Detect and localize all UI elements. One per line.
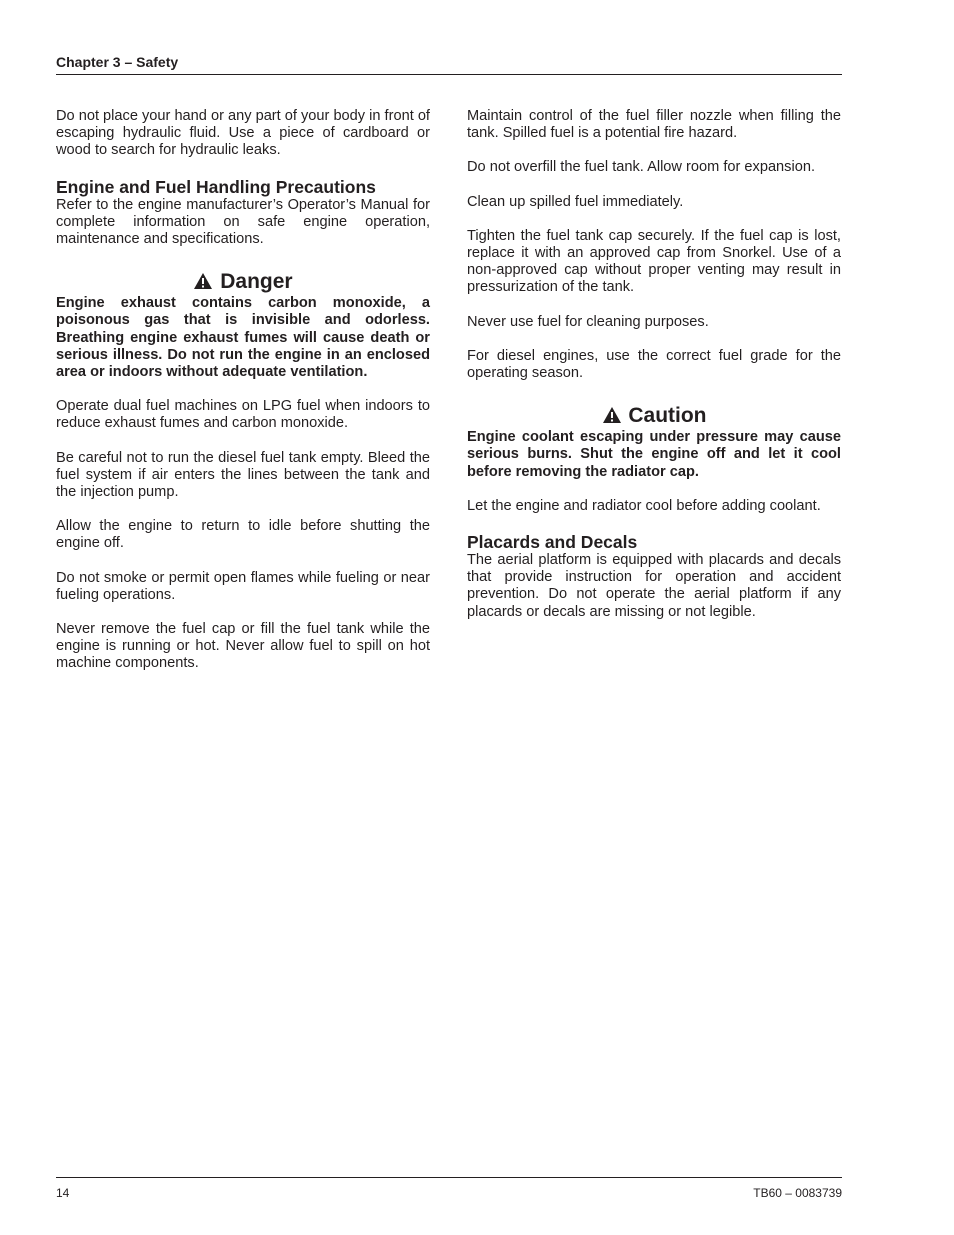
document-number: TB60 – 0083739 [753, 1186, 842, 1200]
caution-text: Engine coolant escaping under pressure may cause serious burns. Shut the engine off and let it cool before removing the radiator cap. [467, 429, 841, 480]
caution-title [467, 404, 841, 428]
hydraulic-paragraph: Do not place your hand or any part of your body in front of escaping hydraulic fluid. Use a piece of cardboard or wood to search for hydraulic leaks. [56, 108, 430, 159]
warning-triangle-icon [602, 404, 629, 427]
caution-title-text: Caution [628, 404, 707, 428]
left-column [56, 108, 430, 690]
engine-fuel-heading: Engine and Fuel Handling Precautions [56, 176, 376, 197]
cleaning-paragraph: Never use fuel for cleaning purposes. [467, 313, 709, 330]
danger-title-text: Danger [220, 270, 293, 294]
danger-title [56, 270, 430, 294]
warning-triangle-icon [193, 270, 220, 293]
cleanup-paragraph: Clean up spilled fuel immediately. [467, 193, 684, 210]
footer-rule [56, 1177, 842, 1178]
placards-heading: Placards and Decals [467, 532, 638, 553]
fuel-cap-paragraph: Never remove the fuel cap or fill the fuel tank while the engine is running or hot. Never allow fuel to spill on hot machine components. [56, 621, 430, 672]
placards-paragraph: The aerial platform is equipped with placards and decals that provide instruction for operation and accident prevention. Do not operate the aerial platform if any placards or decals are missing or not legible. [467, 552, 841, 620]
idle-paragraph: Allow the engine to return to idle before shutting the engine off. [56, 518, 430, 552]
chapter-header: Chapter 3 – Safety [56, 54, 842, 75]
nozzle-paragraph: Maintain control of the fuel filler nozzle when filling the tank. Spilled fuel is a potential fire hazard. [467, 108, 841, 142]
no-smoking-paragraph: Do not smoke or permit open flames while fueling or near fueling operations. [56, 569, 430, 603]
danger-text: Engine exhaust contains carbon monoxide, a poisonous gas that is invisible and odorless. Breathing engine exhaust fumes will cause death or serious illness. Do not run the engine in an enclosed area or indoors without adequate ventilation. [56, 295, 430, 381]
diesel-grade-paragraph: For diesel engines, use the correct fuel grade for the operating season. [467, 347, 841, 382]
manual-reference-paragraph: Refer to the engine manufacturer’s Operator’s Manual for complete information on safe engine operation, maintenance and specifications. [56, 196, 430, 248]
page-number: 14 [56, 1186, 70, 1200]
coolant-paragraph: Let the engine and radiator cool before adding coolant. [467, 497, 821, 514]
diesel-tank-paragraph: Be careful not to run the diesel fuel tank empty. Bleed the fuel system if air enters the lines between the tank and the injection pump. [56, 449, 430, 501]
overfill-paragraph: Do not overfill the fuel tank. Allow room for expansion. [467, 159, 815, 176]
right-column [467, 108, 841, 638]
tank-cap-paragraph: Tighten the fuel tank cap securely. If the fuel cap is lost, replace it with an approved cap from Snorkel. Use of a non-approved cap without proper venting may result in pressurization of the tank. [467, 227, 841, 296]
dual-fuel-paragraph: Operate dual fuel machines on LPG fuel when indoors to reduce exhaust fumes and carbon monoxide. [56, 398, 430, 432]
